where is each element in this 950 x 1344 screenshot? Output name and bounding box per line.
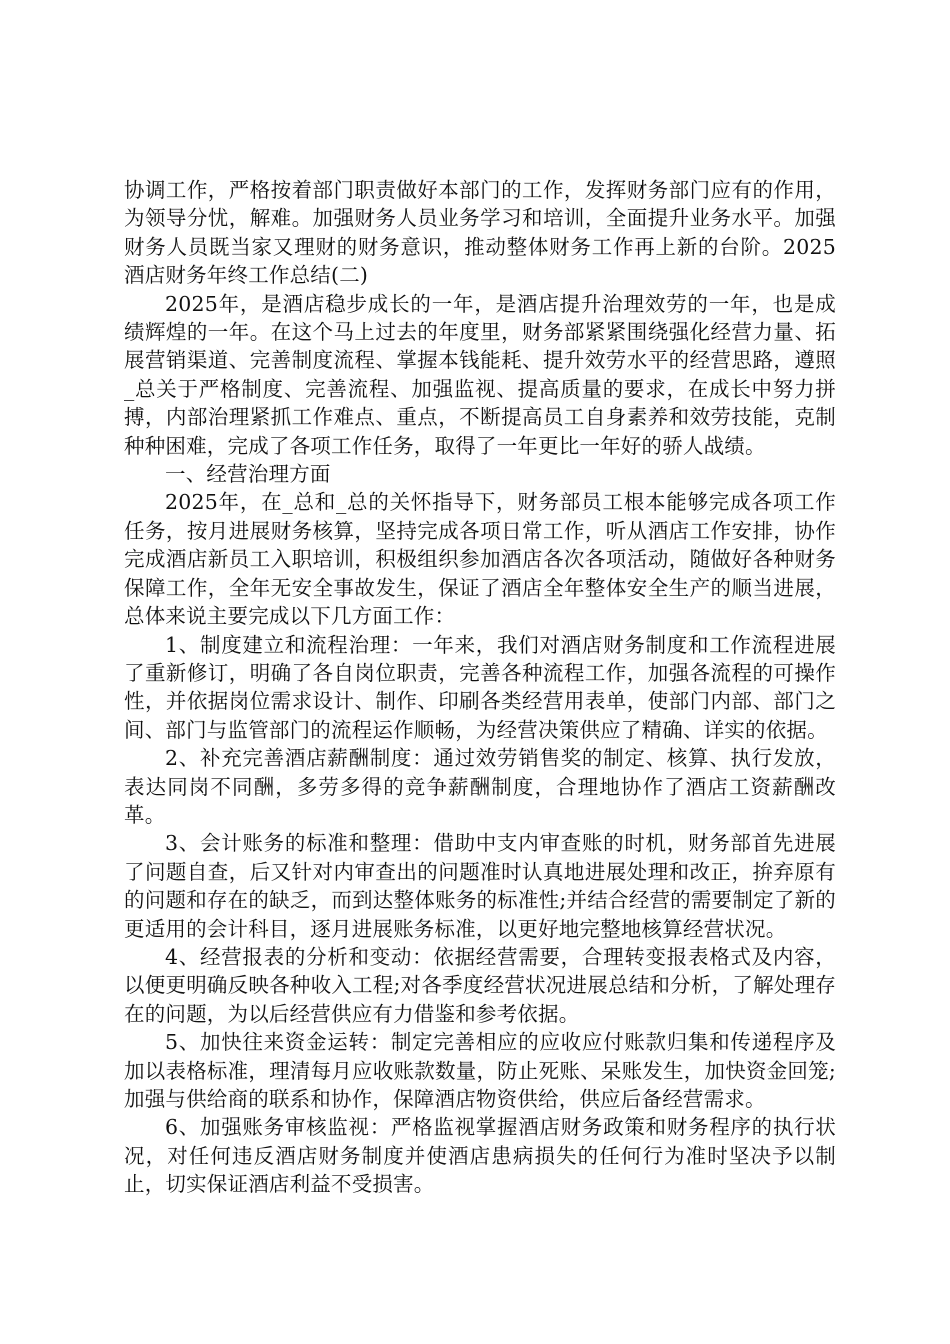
document-page — [124, 176, 836, 1199]
paragraph-4: 2025年，在_总和_总的关怀指导下，财务部员工根本能够完成各项工作任务，按月进展财务核算，坚持完成各项日常工作，听从酒店工作安排，协作完成酒店新员工入职培训，积极组织参加酒店各次各项活动，随做好各种财务保障工作，全年无安全事故发生，保证了酒店全年整体安全生产的顺当进展，总体来说主要完成以下几方面工作： — [124, 490, 836, 629]
paragraph-1: 协调工作，严格按着部门职责做好本部门的工作，发挥财务部门应有的作用，为领导分忧，解难。加强财务人员业务学习和培训，全面提升业务水平。加强财务人员既当家又理财的财务意识，推动整体财务工作再上新的台阶。2025酒店财务年终工作总结(二) — [124, 178, 836, 288]
paragraph-2: 2025年，是酒店稳步成长的一年，是酒店提升治理效劳的一年，也是成绩辉煌的一年。在这个马上过去的年度里，财务部紧紧围绕强化经营力量、拓展营销渠道、完善制度流程、掌握本钱能耗、提升效劳水平的经营思路，遵照_总关于严格制度、完善流程、加强监视、提高质量的要求，在成长中努力拼搏，内部治理紧抓工作难点、重点，不断提高员工自身素养和效劳技能，克制种种困难，完成了各项工作任务，取得了一年更比一年好的骄人战绩。 — [124, 291, 836, 458]
list-item-1: 1、制度建立和流程治理：一年来，我们对酒店财务制度和工作流程进展了重新修订，明确了各自岗位职责，完善各种流程工作，加强各流程的可操作性，并依据岗位需求设计、制作、印刷各类经营用表单，使部门内部、部门之间、部门与监管部门的流程运作顺畅，为经营决策供应了精确、详实的依据。 — [124, 632, 836, 742]
list-item-4: 4、经营报表的分析和变动：依据经营需要，合理转变报表格式及内容，以便更明确反映各种收入工程;对各季度经营状况进展总结和分析，了解处理存在的问题，为以后经营供应有力借鉴和参考依据。 — [124, 944, 836, 1026]
list-item-2: 2、补充完善酒店薪酬制度：通过效劳销售奖的制定、核算、执行发放，表达同岗不同酬，多劳多得的竞争薪酬制度，合理地协作了酒店工资薪酬改革。 — [124, 746, 836, 827]
section-heading: 一、经营治理方面 — [165, 462, 331, 487]
list-item-6: 6、加强账务审核监视：严格监视掌握酒店财务政策和财务程序的执行状况，对任何违反酒店财务制度并使酒店患病损失的任何行为准时坚决予以制止，切实保证酒店利益不受损害。 — [124, 1115, 836, 1197]
list-item-5: 5、加快往来资金运转：制定完善相应的应收应付账款归集和传递程序及加以表格标准，理清每月应收账款数量，防止死账、呆账发生，加快资金回笼;加强与供给商的联系和协作，保障酒店物资供给，供应后备经营需求。 — [124, 1030, 836, 1111]
list-item-3: 3、会计账务的标准和整理：借助中支内审查账的时机，财务部首先进展了问题自查，后又针对内审查出的问题准时认真地进展处理和改正，拚弃原有的问题和存在的缺乏，而到达整体账务的标准性;并结合经营的需要制定了新的更适用的会计科目，逐月进展账务标准，以更好地完整地核算经营状况。 — [124, 831, 836, 941]
